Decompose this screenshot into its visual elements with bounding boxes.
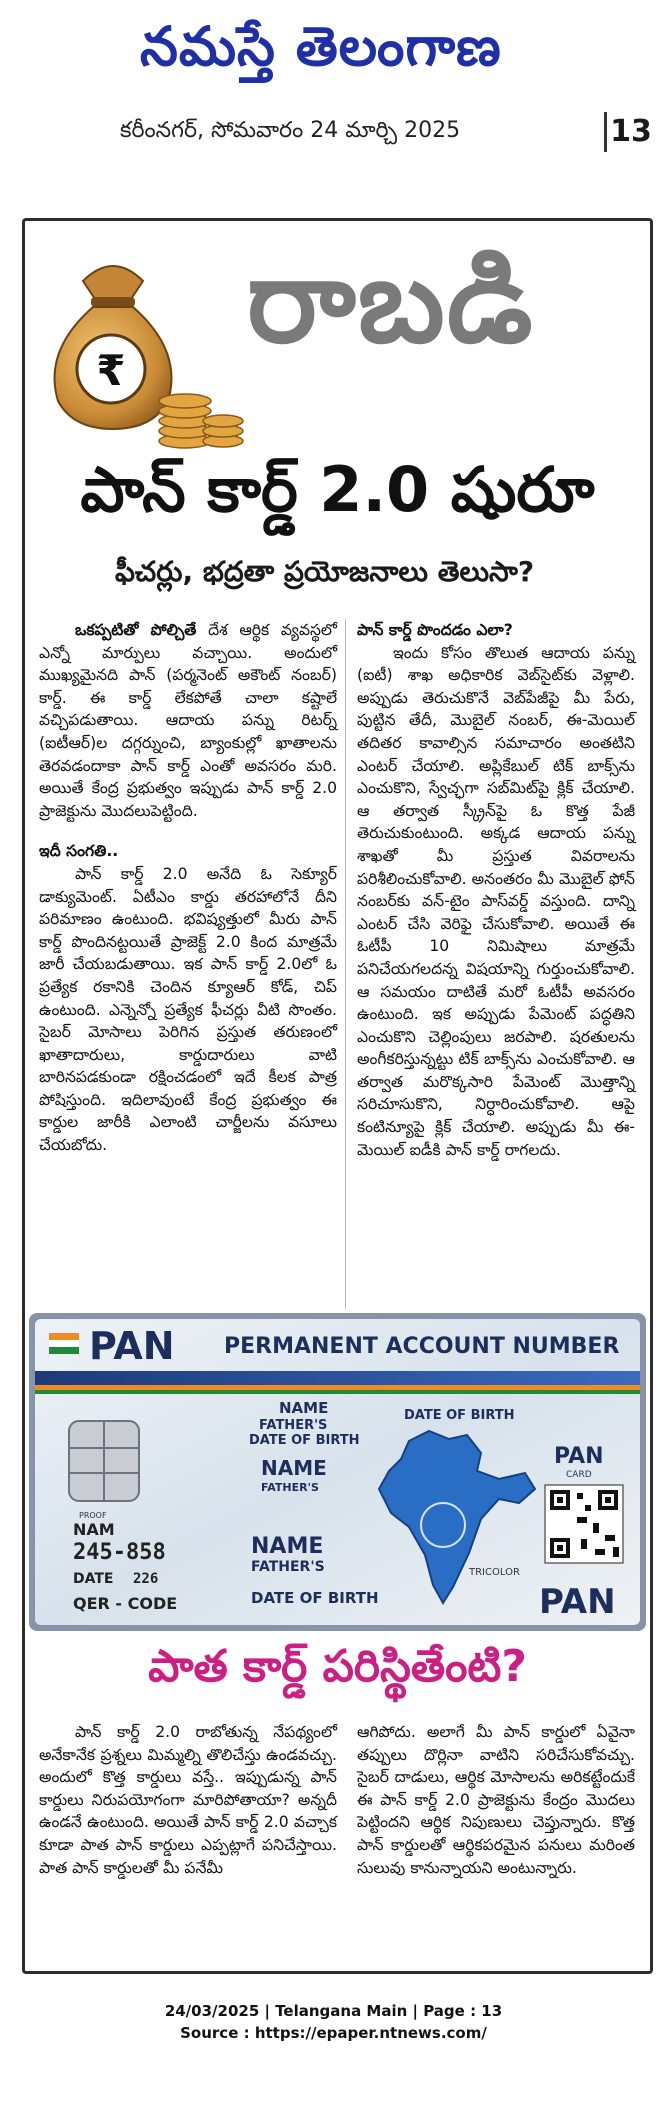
date-value: 226 xyxy=(133,1571,159,1587)
pan-card-illustration xyxy=(29,1313,646,1631)
pan-card-label: PAN xyxy=(554,1444,604,1469)
name-label-1: NAME xyxy=(279,1399,329,1417)
qr-code-label: QER - CODE xyxy=(73,1594,178,1613)
name-label-3: NAME xyxy=(251,1534,324,1559)
chip-icon xyxy=(69,1421,139,1501)
right-column xyxy=(357,619,635,1161)
subheadline: ఫీచర్లు, భద్రతా ప్రయోజనాలు తెలుసా? xyxy=(115,555,535,588)
pan-bottom-label: PAN xyxy=(539,1582,616,1622)
dob-label-1: DATE OF BIRTH xyxy=(249,1433,360,1448)
qr-code-icon xyxy=(545,1485,623,1563)
masthead xyxy=(0,0,667,95)
section-title: రాబడి xyxy=(247,233,535,369)
headline: పాన్ కార్డ్ 2.0 షురూ xyxy=(80,453,595,526)
left-paragraph-1: దేశ ఆర్థిక వ్యవస్థలో ఎన్నో మార్పులు వచ్చాయి. అందులో ముఖ్యమైనది పాన్ (పర్మనెంట్ అకౌంట్ నంబర్) కార్డ్. ఈ కార్డ్ లేకపోతే చాలా కష్టాలే వచ్చిపడుతాయి. ఆదాయ పన్ను రిటర్న్ (ఐటీఆర్)ల దగ్గర్నుంచి, బ్యాంకుల్లో ఖాతాలను తెరవడందాకా పాన్ కార్డ్ ఎంతో అవసరం మరి. అయితే కేంద్ర ప్రభుత్వం ఇప్పుడు పాన్ కార్డ్ 2.0 ప్రాజెక్టును మొదలుపెట్టింది. xyxy=(39,621,337,820)
bottom-right-column xyxy=(357,1721,635,1879)
svg-text:₹: ₹ xyxy=(96,346,126,395)
dob-label-top: DATE OF BIRTH xyxy=(404,1408,515,1423)
proof-label: PROOF xyxy=(79,1511,107,1520)
dateline: కరీంనగర్, సోమవారం 24 మార్చి 2025 xyxy=(120,118,461,143)
footer-edition: 24/03/2025 | Telangana Main | Page : 13 xyxy=(164,2002,503,2020)
fathers-label-2: FATHER'S xyxy=(261,1481,319,1494)
right-section-title: పాన్ కార్డ్ పొందడం ఎలా? xyxy=(357,621,513,639)
tricolor-label: TRICOLOR xyxy=(469,1567,520,1578)
nam-label: NAM xyxy=(73,1520,115,1539)
pan-logo-text: PAN xyxy=(89,1324,175,1368)
subheadline-2: పాత కార్డ్ పరిస్థితేంటి? xyxy=(148,1641,527,1692)
left-column xyxy=(39,619,337,1157)
india-flag-left-icon xyxy=(49,1333,79,1354)
newspaper-logo: నమస్తే తెలంగాణ xyxy=(140,14,502,78)
card-label: CARD xyxy=(566,1470,592,1480)
page-number: 13 xyxy=(604,112,655,152)
section-banner xyxy=(25,221,650,451)
date-label: DATE xyxy=(73,1571,114,1587)
left-section-title: ఇదీ సంగతి.. xyxy=(39,842,119,861)
bottom-left-column xyxy=(39,1721,337,1879)
pan-card-title: PERMANENT ACCOUNT NUMBER xyxy=(224,1334,620,1359)
fathers-label-3: FATHER'S xyxy=(251,1559,325,1575)
footer-source: Source : https://epaper.ntnews.com/ xyxy=(180,2024,487,2042)
name-label-2: NAME xyxy=(261,1456,327,1480)
footer xyxy=(0,2000,667,2044)
column-divider xyxy=(345,619,346,1309)
lead-in: ఒకప్పటితో పోల్చితే xyxy=(75,621,197,639)
bottom-left-paragraph: పాన్ కార్డ్ 2.0 రాబోతున్న నేపథ్యంలో అనేకానేక ప్రశ్నలు మిమ్మల్ని తొలిచేస్తు ఉండవచ్చు. అందులో కొత్త కార్డులు వస్తే.. ఇప్పుడున్న పాన్ కార్డులు నిరుపయోగంగా మారిపోతాయా? అన్నదీ ఉండనే ఉంటుంది. అయితే పాన్ కార్డ్ 2.0 వచ్చాక కూడా పాత పాన్ కార్డులు ఎప్పట్లాగే పనిచేస్తాయి. పాత పాన్ కార్డులతో మీ పనేమీ xyxy=(39,1723,337,1877)
article-frame xyxy=(22,218,653,1974)
right-paragraph: ఇందు కోసం తొలుత ఆదాయ పన్ను (ఐటీ) శాఖ అధికారిక వెబ్‌సైట్‌కు వెళ్లాలి. అప్పుడు తెరుచుకొనే వెబ్‌పేజీపై మీ పేరు, పుట్టిన తేదీ, మొబైల్ నంబర్, ఈ-మెయిల్ తదితర కావాల్సిన సమాచారం అంతటిని ఎంటర్ చేయాలి. అప్లికేబుల్ టిక్ బాక్స్‌ను ఎంచుకొని, స్వేచ్ఛగా సబ్‌మిట్‌పై క్లిక్ చేయాలి. ఆ తర్వాత స్క్రీన్‌పై ఓ కొత్త పేజీ తెరుచుకుంటుంది. అక్కడ ఆదాయ పన్ను శాఖతో మీ ప్రస్తుత వివరాలను పరిశీలించుకోవాలి. అనంతరం మీ మొబైల్ ఫోన్ నంబర్‌కు వన్-టైం పాస్‌వర్డ్ వస్తుంది. దాన్ని ఎంటర్ చేసి వెరిఫై చేసుకోవాలి. అయితే ఈ ఓటీపీ 10 నిమిషాలు మాత్రమే పనిచేయగలదన్న విషయాన్ని గుర్తుంచుకోవాలి. ఆ సమయం దాటితే మరో ఓటీపీ అవసరం ఉంటుంది. ఇక అప్పుడు పేమెంట్ పద్ధతిని ఎంచుకొని చెల్లింపులు జరపాలి. షరతులను అంగీకరిస్తున్నట్టు టిక్ బాక్స్‌ను ఎంచుకోవాలి. ఆ తర్వాత మరొక్కసారి పేమెంట్ మొత్తాన్ని సరిచూసుకొని, నిర్ధారించుకోవాలి. ఆపై కంటిన్యూపై క్లిక్ చేయాలి. అప్పుడు మీ ఈ-మెయిల్ ఐడీకి పాన్ కార్డ్ రాగలదు. xyxy=(357,643,635,1159)
left-paragraph-2: పాన్ కార్డ్ 2.0 అనేది ఓ సెక్యూర్ డాక్యుమెంట్. ఏటీఎం కార్డు తరహాలోనే దీని పరిమాణం ఉంటుంది. భవిష్యత్తులో మీరు పాన్ కార్డ్ పొందినట్టయితే ప్రాజెక్ట్ 2.0 కింద మాత్రమే జారీ చేయబడుతాయి. ఇక పాన్ కార్డ్ 2.0లో ఓ ప్రత్యేక రకానికి చెందిన క్యూఆర్ కోడ్, చిప్ ఉంటుంది. ఎన్నెన్నో ప్రత్యేక ఫీచర్లు వీటి సొంతం. సైబర్ మోసాలు పెరిగిన ప్రస్తుత తరుణంలో ఖాతాదారులు, కార్డుదారులు వాటి బారినపడకుండా రక్షించడంలో ఇదే కీలక పాత్ర పోషిస్తుంది. ఇదిలావుంటే కేంద్ర ప్రభుత్వం ఈ కార్డుల జారీకి ఎలాంటి చార్జీలను వసూలు చేయబోదు. xyxy=(39,864,337,1155)
card-number: 245-858 xyxy=(73,1540,166,1565)
coins-icon xyxy=(155,321,245,451)
fathers-label-1: FATHER'S xyxy=(259,1418,328,1433)
bottom-right-paragraph: ఆగిపోదు. అలాగే మీ పాన్ కార్డులో ఏవైనా తప్పులు దొర్లినా వాటిని సరిచేసుకోవచ్చు. సైబర్ దాడులు, ఆర్థిక మోసాలను అరికట్టేందుకే ఈ పాన్ కార్డ్ 2.0 ప్రాజెక్టును కేంద్రం మొదలు పెట్టిందని ఆర్థిక నిపుణులు చెప్తున్నారు. కొత్త పాన్ కార్డులతో ఆర్థికపరమైన పనులు మరింత సులువు కానున్నాయని అంటున్నారు. xyxy=(357,1723,635,1877)
dob-label-3: DATE OF BIRTH xyxy=(251,1589,379,1607)
